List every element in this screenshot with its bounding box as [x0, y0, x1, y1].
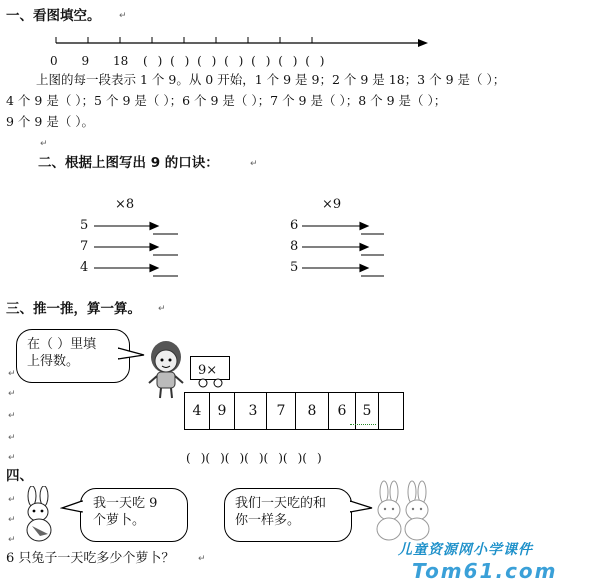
left-number-3: 4 [80, 260, 89, 275]
numberline-labels: 0 9 18 ( ) ( ) ( ) ( ) ( ) ( ) ( ) [50, 54, 325, 68]
paragraph-mark: ↵ [8, 453, 16, 463]
bubble-tail [118, 345, 148, 365]
number-cell: 3 [240, 393, 267, 429]
left-number-2: 7 [80, 239, 89, 254]
answer-slots: ( )( )( )( )( )( )( ) [186, 451, 322, 465]
paragraph-mark: ↵ [8, 535, 16, 545]
section1-heading: 一、看图填空。 [6, 8, 101, 24]
rabbit-illustration [20, 486, 60, 542]
section1-line-1: 上图的每一段表示 1 个 9。从 0 开始，1 个 9 是 9；2 个 9 是 18；3 个 9 是（ ）； [36, 72, 506, 87]
bubble-left-line-2: 个萝卜。 [93, 513, 146, 528]
paragraph-mark: ↵ [8, 389, 16, 399]
watermark-line-2: Tom61.com [412, 559, 558, 583]
bubble-right-line-1: 我们一天吃的和 [235, 496, 327, 511]
section4-heading: 四、 [6, 468, 33, 484]
paragraph-mark: ↵ [8, 369, 16, 379]
section1-line-3: 9 个 9 是（ ）。 [6, 114, 95, 129]
paragraph-mark: ↵ [8, 515, 16, 525]
left-operator: ×8 [115, 197, 135, 212]
number-cell: 6 [329, 393, 356, 429]
spell-underline [350, 421, 376, 425]
rabbits-pair-illustration [372, 480, 434, 542]
right-number-2: 8 [290, 239, 299, 254]
number-line [0, 0, 595, 60]
paragraph-mark: ↵ [119, 11, 127, 21]
number-cell: 5 [356, 393, 379, 429]
number-cell: 7 [267, 393, 296, 429]
girl-illustration [146, 339, 186, 401]
bubble-left-line-1: 我一天吃 9 [93, 496, 158, 511]
paragraph-mark: ↵ [40, 139, 48, 149]
bubble-tail [60, 498, 84, 516]
paragraph-mark: ↵ [8, 411, 16, 421]
paragraph-mark: ↵ [8, 495, 16, 505]
paragraph-mark: ↵ [198, 554, 206, 564]
paragraph-mark: ↵ [250, 159, 258, 169]
number-cell: 9 [210, 393, 235, 429]
section3-heading: 三、推一推，算一算。 [6, 301, 141, 317]
section4-question: 6 只兔子一天吃多少个萝卜？ [6, 551, 175, 566]
bubble-line-1: 在（ ）里填 [27, 337, 97, 352]
right-number-3: 5 [290, 260, 299, 275]
bubble-line-2: 上得数。 [27, 354, 80, 369]
instruction-bubble [16, 329, 130, 383]
rabbit-bubble-right [224, 488, 352, 542]
section1-line-2: 4 个 9 是（ ）；5 个 9 是（ ）；6 个 9 是（ ）；7 个 9 是（ ）；8 个 9 是（ ）； [6, 93, 447, 108]
section2-heading: 二、根据上图写出 9 的口诀： [38, 155, 219, 171]
paragraph-mark: ↵ [8, 433, 16, 443]
paragraph-mark: ↵ [158, 304, 166, 314]
right-operator: ×9 [322, 197, 342, 212]
cart-wheels [196, 378, 226, 390]
watermark-line-1: 儿童资源网小学课件 [398, 542, 533, 558]
number-cell: 8 [296, 393, 329, 429]
cart-label: 9× [198, 363, 218, 378]
bubble-right-line-2: 你一样多。 [235, 513, 301, 528]
rabbit-bubble-left [80, 488, 188, 542]
right-number-1: 6 [290, 218, 299, 233]
left-number-1: 5 [80, 218, 89, 233]
arrows-and-blanks [0, 210, 420, 290]
number-cell: 4 [185, 393, 210, 429]
